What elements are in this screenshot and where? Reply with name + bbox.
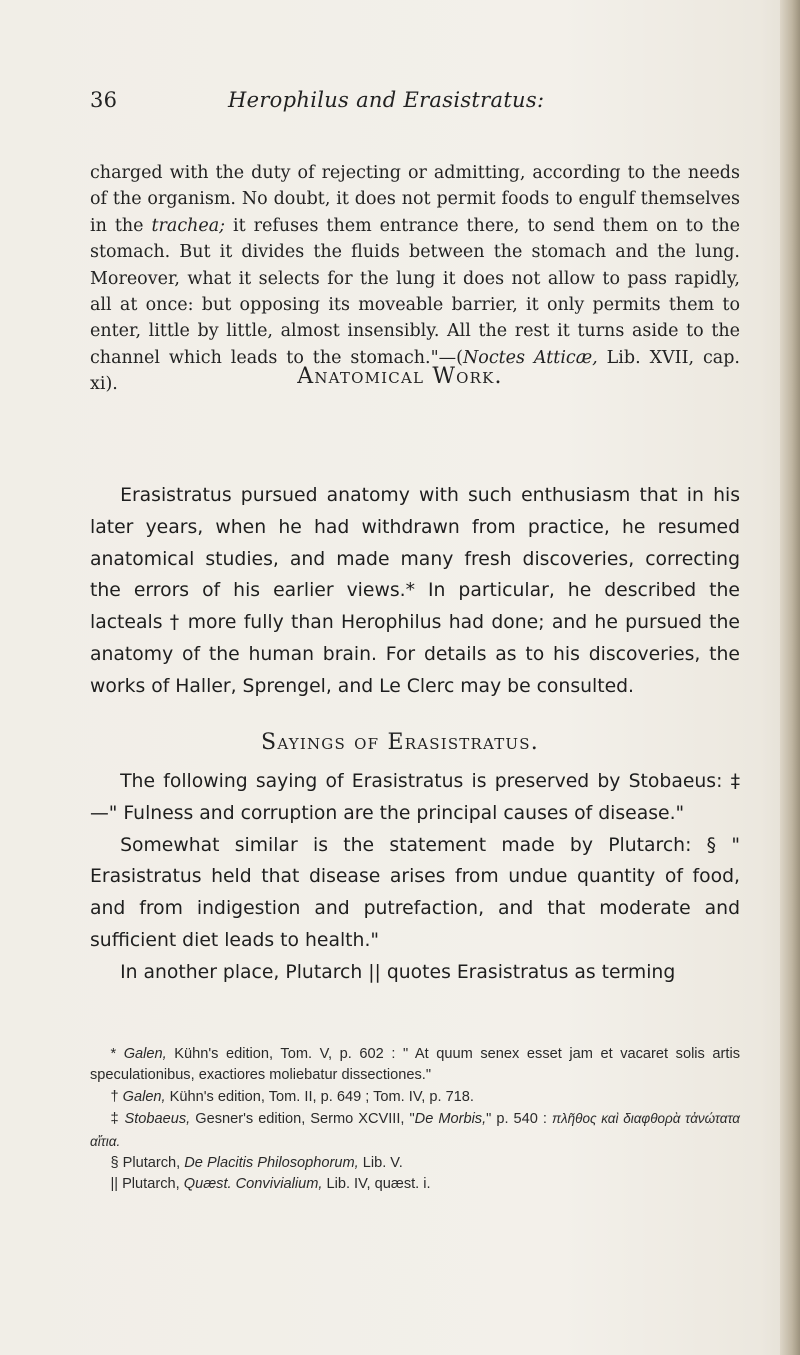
footnote-mark: ‡ <box>110 1111 125 1128</box>
continued-quotation <box>90 160 740 398</box>
footnote-mark: § <box>110 1155 123 1172</box>
section-heading-anatomical-work: Anatomical Work. <box>297 364 503 389</box>
footnote-work: De Morbis, <box>414 1111 487 1128</box>
footnote <box>90 1153 740 1174</box>
footnote-text: Plutarch, <box>122 1155 185 1172</box>
footnote-text: Kühn's edition, Tom. II, p. 649 ; Tom. IV, p. 718. <box>165 1088 474 1105</box>
page-edge-shadow <box>780 0 800 1355</box>
footnote-text: Kühn's edition, Tom. V, p. 602 : " At quum senex esset jam et vacaret solis artis speculationibus, exactiores moliebatur dissectiones." <box>90 1046 740 1084</box>
text-run: it refuses them entrance there, to send them on to the stomach. But it divides the fluids between the stomach and the lung. Moreover, what it selects for the lung it does not allow to pass rapidly, all at once: but opposing its moveable barrier, it only permits them to enter, little by little, almost insensibly. All the rest it turns aside to the channel which leads to the stomach."—( <box>90 215 740 368</box>
quotation-paragraph <box>90 160 740 398</box>
footnote-text: Plutarch, <box>122 1176 184 1193</box>
page-number: 36 <box>90 88 118 112</box>
anatomical-work-body <box>90 480 740 703</box>
footnote-work: De Placitis Philosophorum, <box>184 1155 359 1172</box>
section-heading-sayings: Sayings of Erasistratus. <box>261 730 539 755</box>
footnote-text: Gesner's edition, Sermo XCVIII, " <box>190 1111 415 1128</box>
footnote-mark: * <box>110 1046 124 1062</box>
footnote-text: " p. 540 : <box>486 1111 552 1128</box>
greek-quotation: πλῆθος καὶ διαφθορὰ τἀνώτατα αἴτια. <box>90 1111 740 1149</box>
paragraph: Somewhat similar is the statement made by Plutarch: § " Erasistratus held that disease arises from undue quantity of food, and from indigestion and putrefaction, and that moderate and sufficient diet leads to health." <box>90 834 740 951</box>
footnote-text: Lib. V. <box>358 1155 403 1172</box>
footnote-text: Lib. IV, quæst. i. <box>322 1176 431 1193</box>
sayings-body <box>90 766 740 989</box>
text-run: charged with the duty of rejecting or admitting, according to the needs of the organism. No doubt, it does not permit foods to engulf themselves in the <box>90 163 740 236</box>
paragraph: Erasistratus pursued anatomy with such enthusiasm that in his later years, when he had withdrawn from practice, he resumed anatomical studies, and made many fresh discoveries, correcting the errors of his earlier views.* In particular, he described the lacteals † more fully than Herophilus had done; and he pursued the anatomy of the human brain. For details as to his discoveries, the works of Haller, Sprengel, and Le Clerc may be consulted. <box>90 485 740 697</box>
footnote <box>90 1174 740 1195</box>
paragraph: The following saying of Erasistratus is preserved by Stobaeus: ‡—" Fulness and corruption are the principal causes of disease." <box>90 771 740 824</box>
footnote-mark: † <box>110 1088 123 1105</box>
text-run: Lib. XVII, cap. xi). <box>90 347 740 395</box>
footnote-author: Stobaeus, <box>124 1111 191 1128</box>
italic-term: trachea; <box>151 215 226 236</box>
footnote-mark: || <box>110 1176 123 1193</box>
footnote <box>90 1108 740 1153</box>
paragraph: In another place, Plutarch || quotes Erasistratus as terming <box>120 961 676 983</box>
source-title: Noctes Atticæ, <box>462 347 598 368</box>
footnote <box>90 1087 740 1108</box>
footnote-work: Quæst. Convivialium, <box>183 1176 323 1193</box>
footnote <box>90 1044 740 1087</box>
footnotes <box>90 1044 740 1196</box>
footnote-author: Galen, <box>122 1088 166 1105</box>
footnote-author: Galen, <box>123 1046 167 1062</box>
running-title: Herophilus and Erasistratus: <box>228 88 545 112</box>
